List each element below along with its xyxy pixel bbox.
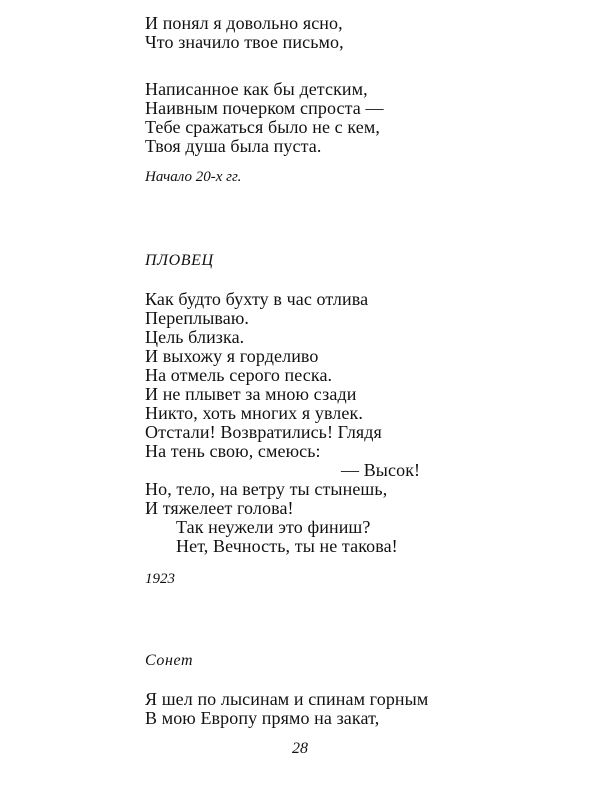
poem-line: В мою Европу прямо на закат, — [145, 708, 380, 728]
poem-line: — Высок! — [341, 460, 421, 480]
poem-line: Написанное как бы детским, — [145, 79, 368, 99]
page-number: 28 — [292, 740, 308, 757]
poem-line: И тяжелеет голова! — [145, 498, 294, 518]
poem1-stanza1 — [145, 14, 344, 52]
poem-line: Переплываю. — [145, 308, 249, 328]
poem-line: На отмель серого песка. — [145, 365, 333, 385]
poem-line: Как будто бухту в час отлива — [145, 289, 369, 309]
poem-line: Так неужели это финиш? — [176, 517, 371, 537]
poem3-title: Сонет — [145, 652, 194, 669]
poem-line: Тебе сражаться было не с кем, — [145, 117, 380, 137]
poem-line: Наивным почерком спроста — — [145, 98, 384, 118]
poem-line: И понял я довольно ясно, — [145, 13, 343, 33]
poem-line: Но, тело, на ветру ты стынешь, — [145, 479, 388, 499]
poem-line: Я шел по лысинам и спинам горным — [145, 689, 429, 709]
poem-line: И выхожу я горделиво — [145, 346, 319, 366]
poem-line: Что значило твое письмо, — [145, 32, 344, 52]
poem2-title: ПЛОВЕЦ — [145, 252, 214, 269]
poem2-body — [145, 290, 420, 556]
poem1-date: Начало 20-х гг. — [145, 169, 242, 185]
poem2-date: 1923 — [145, 571, 175, 587]
poem-line: На тень свою, смеюсь: — [145, 441, 321, 461]
poem-line: И не плывет за мною сзади — [145, 384, 357, 404]
poem-line: Цель близка. — [145, 327, 245, 347]
poem3-body — [145, 690, 428, 728]
poem-line: Твоя душа была пуста. — [145, 136, 322, 156]
poem-line: Отстали! Возвратились! Глядя — [145, 422, 382, 442]
poem-line: Нет, Вечность, ты не такова! — [176, 536, 398, 556]
poem1-stanza2 — [145, 80, 384, 156]
poem-line: Никто, хоть многих я увлек. — [145, 403, 363, 423]
